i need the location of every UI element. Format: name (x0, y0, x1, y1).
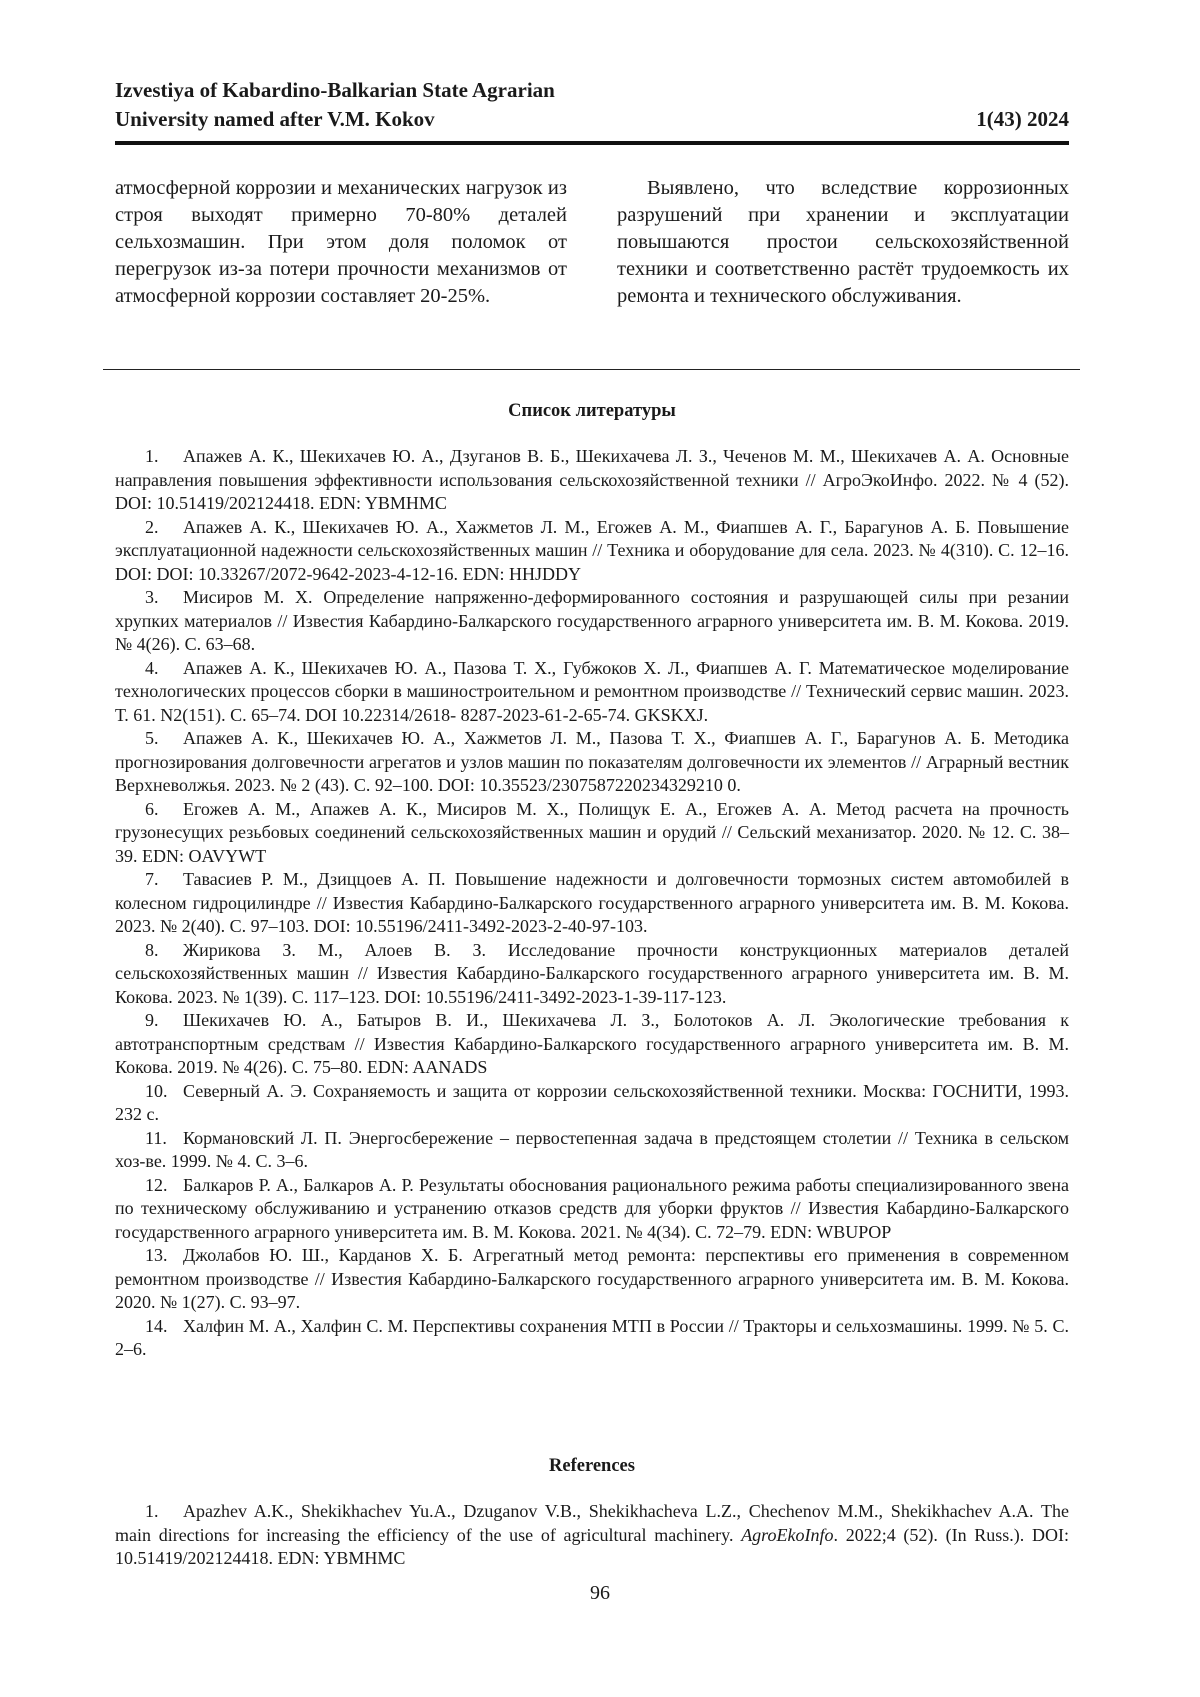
references-en-list (115, 1500, 1069, 1571)
reference-item: 5. Апажев А. К., Шекихачев Ю. А., Хажметов Л. М., Пазова Т. Х., Фиапшев А. Г., Барагунов А. Б. Методика прогнозирования долговечности агрегатов и узлов машин по показателям долговечности их элементов // Аграрный вестник Верхневолжья. 2023. № 2 (43). С. 92–100. DOI: 10.35523/2307587220234329210 0. (115, 728, 1069, 795)
reference-item: 9. Шекихачев Ю. А., Батыров В. И., Шекихачева Л. З., Болотоков А. Л. Экологические требования к автотранспортным средствам // Известия Кабардино-Балкарского государственного аграрного университета им. В. М. Кокова. 2019. № 4(26). С. 75–80. EDN: AANADS (115, 1010, 1069, 1077)
body-columns (115, 175, 1069, 310)
reference-item: 2. Апажев А. К., Шекихачев Ю. А., Хажметов Л. М., Егожев А. М., Фиапшев А. Г., Барагунов А. Б. Повышение эксплуатационной надежности сельскохозяйственных машин // Техника и оборудование для села. 2023. № 4(310). С. 12–16. DOI: DOI: 10.33267/2072-9642-2023-4-12-16. EDN: HHJDDY (115, 516, 1069, 584)
page-number: 96 (590, 1582, 610, 1604)
references-ru-list (115, 445, 1069, 1362)
journal-header (115, 76, 1069, 134)
reference-item: 11. Кормановский Л. П. Энергосбережение – первостепенная задача в предстоящем столетии // Техника в сельском хоз-ве. 1999. № 4. С. 3–6. (115, 1127, 1069, 1171)
reference-item: 12. Балкаров Р. А., Балкаров А. Р. Результаты обоснования рационального режима работы специализированного звена по техническому обслуживанию и устранению отказов средств для уборки фруктов // Известия Кабардино-Балкарского государственного аграрного университета им. В. М. Кокова. 2021. № 4(34). С. 72–79. EDN: WBUPOP (115, 1174, 1069, 1242)
reference-item: 7. Тавасиев Р. М., Дзиццоев А. П. Повышение надежности и долговечности тормозных систем автомобилей в колесном гидроцилиндре // Известия Кабардино-Балкарского государственного аграрного университета им. В. М. Кокова. 2023. № 2(40). С. 97–103. DOI: 10.55196/2411-3492-2023-2-40-97-103. (115, 869, 1069, 936)
references-ru-heading: Список литературы (508, 401, 676, 421)
reference-item: 14. Халфин М. А., Халфин С. М. Перспективы сохранения МТП в России // Тракторы и сельхозмашины. 1999. № 5. С. 2–6. (115, 1315, 1069, 1359)
header-divider (115, 141, 1069, 145)
reference-item: 6. Егожев А. М., Апажев А. К., Мисиров М. Х., Полищук Е. А., Егожев А. А. Метод расчета на прочность грузонесущих резьбовых соединений сельскохозяйственных машин и орудий // Сельский механизатор. 2020. № 12. С. 38–39. EDN: OAVYWT (115, 798, 1069, 866)
reference-item: 1. Апажев А. К., Шекихачев Ю. А., Дзуганов В. Б., Шекихачева Л. З., Чеченов М. М., Шекихачев А. А. Основные направления повышения эффективности использования сельскохозяйственной техники // АгроЭкоИнфо. 2022. № 4 (52). DOI: 10.51419/202124418. EDN: YBMHMC (115, 446, 1069, 513)
issue-number: 1(43) 2024 (976, 107, 1069, 131)
reference-item-en: 1. Apazhev A.K., Shekikhachev Yu.A., Dzuganov V.B., Shekikhacheva L.Z., Chechenov M.M., Shekikhachev A.A. The main directions for increasing the efficiency of the use of agricultural machinery. AgroEkoInfo. 2022;4 (52). (In Russ.). DOI: 10.51419/202124418. EDN: YBMHMC (115, 1501, 1069, 1568)
reference-item: 3. Мисиров М. Х. Определение напряженно-деформированного состояния и разрушающей силы при резании хрупких материалов // Известия Кабардино-Балкарского государственного аграрного университета им. В. М. Кокова. 2019. № 4(26). С. 63–68. (115, 587, 1069, 654)
reference-item: 13. Джолабов Ю. Ш., Карданов Х. Б. Агрегатный метод ремонта: перспективы его применения в современном ремонтном производстве // Известия Кабардино-Балкарского государственного аграрного университета им. В. М. Кокова. 2020. № 1(27). С. 93–97. (115, 1245, 1069, 1312)
reference-item: 4. Апажев А. К., Шекихачев Ю. А., Пазова Т. Х., Губжоков Х. Л., Фиапшев А. Г. Математическое моделирование технологических процессов сборки в машиностроительном и ремонтном производстве // Технический сервис машин. 2023. Т. 61. N2(151). С. 65–74. DOI 10.22314/2618- 8287-2023-61-2-65-74. GKSKXJ. (115, 657, 1069, 725)
references-en-heading: References (549, 1456, 635, 1476)
journal-title-line1: Izvestiya of Kabardino-Balkarian State Agrarian (115, 78, 555, 102)
reference-item: 8. Жирикова З. М., Алоев В. З. Исследование прочности конструкционных материалов деталей сельскохозяйственных машин // Известия Кабардино-Балкарского государственного аграрного университета им. В. М. Кокова. 2023. № 1(39). С. 117–123. DOI: 10.55196/2411-3492-2023-1-39-117-123. (115, 939, 1069, 1007)
right-column-text: Выявлено, что вследствие коррозионных разрушений при хранении и эксплуатации повышаются простои сельскохозяйственной техники и соответственно растёт трудоемкость их ремонта и технического обслуживания. (617, 177, 1069, 307)
left-column-text: атмосферной коррозии и механических нагрузок из строя выходят примерно 70-80% деталей сельхозмашин. При этом доля поломок от перегрузок из-за потери прочности механизмов от атмосферной коррозии составляет 20-25%. (115, 177, 567, 307)
reference-item: 10. Северный А. Э. Сохраняемость и защита от коррозии сельскохозяйственной техники. Москва: ГОСНИТИ, 1993. 232 с. (115, 1080, 1069, 1124)
section-divider (103, 369, 1080, 370)
journal-title-line2: University named after V.M. Kokov (115, 107, 435, 131)
journal-name: AgroEkoInfo (741, 1524, 834, 1545)
